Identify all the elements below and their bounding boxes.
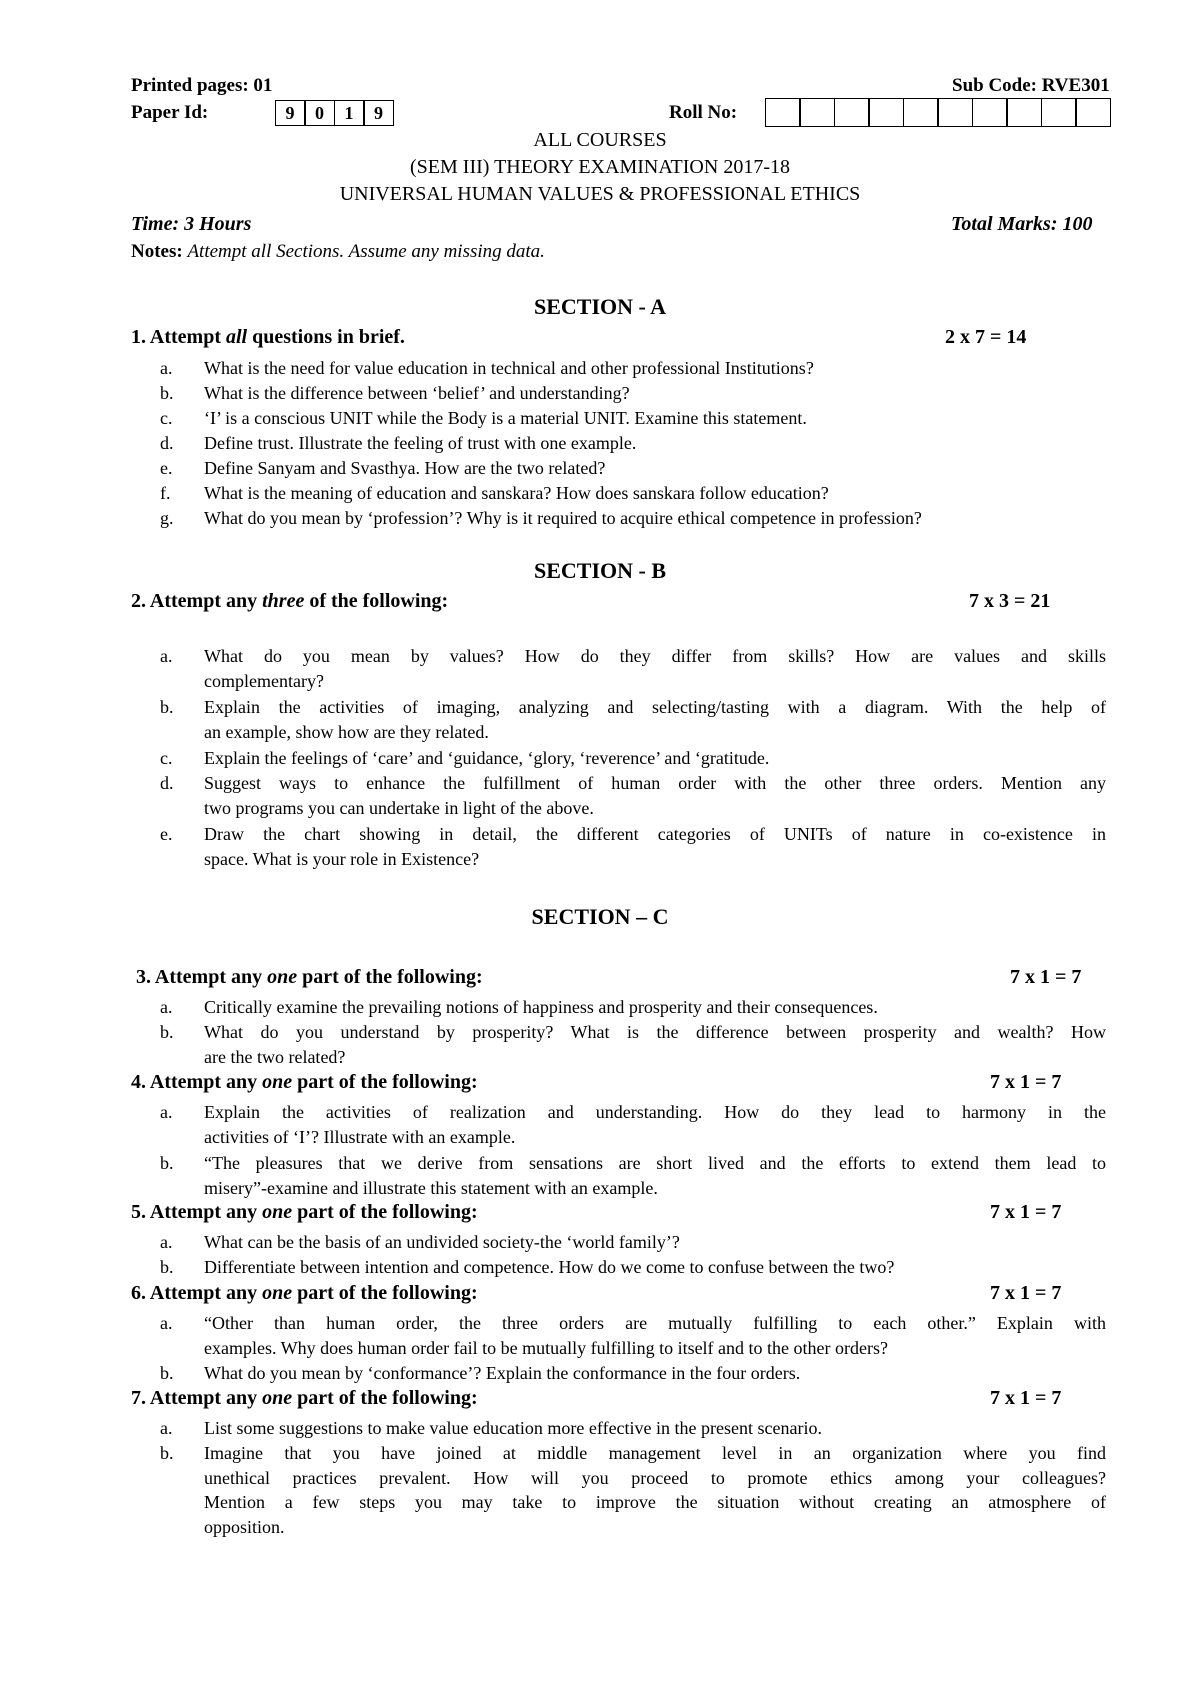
- roll-no-box[interactable]: [937, 98, 973, 127]
- roll-no-box[interactable]: [1006, 98, 1042, 127]
- question-1-heading: 1. Attempt all questions in brief.: [131, 326, 405, 348]
- question-3-heading: 3. Attempt any one part of the following:: [136, 966, 483, 988]
- question-4-marks: 7 x 1 = 7: [990, 1071, 1062, 1093]
- total-marks: Total Marks: 100: [951, 213, 1093, 235]
- question-7-heading: 7. Attempt any one part of the following:: [131, 1387, 478, 1409]
- roll-no-box[interactable]: [868, 98, 904, 127]
- question-1-marks: 2 x 7 = 14: [945, 326, 1027, 348]
- question-6-marks: 7 x 1 = 7: [990, 1282, 1062, 1304]
- paper-id-boxes: [276, 100, 394, 126]
- roll-no-box[interactable]: [1075, 98, 1111, 127]
- exam-title: (SEM III) THEORY EXAMINATION 2017-18: [410, 156, 790, 178]
- roll-no-label: Roll No:: [669, 102, 738, 123]
- question-3-marks: 7 x 1 = 7: [1010, 966, 1082, 988]
- question-5-marks: 7 x 1 = 7: [990, 1201, 1062, 1223]
- notes-label: Notes:: [131, 241, 183, 262]
- notes-text: Attempt all Sections. Assume any missing data.: [187, 241, 545, 262]
- roll-no-boxes[interactable]: [766, 98, 1111, 127]
- question-2-marks: 7 x 3 = 21: [969, 590, 1051, 612]
- paper-id-label: Paper Id:: [131, 102, 209, 123]
- section-c-title: SECTION – C: [531, 904, 669, 929]
- roll-no-box[interactable]: [1041, 98, 1077, 127]
- question-2-heading: 2. Attempt any three of the following:: [131, 590, 449, 612]
- exam-time: Time: 3 Hours: [131, 213, 252, 235]
- sub-code: Sub Code: RVE301: [952, 75, 1110, 96]
- question-4-heading: 4. Attempt any one part of the following:: [131, 1071, 478, 1093]
- course-title: ALL COURSES: [533, 129, 667, 151]
- section-b-title: SECTION - B: [533, 558, 667, 583]
- paper-id-digit: 9: [275, 100, 306, 126]
- question-7-marks: 7 x 1 = 7: [990, 1387, 1062, 1409]
- roll-no-box[interactable]: [972, 98, 1008, 127]
- question-5-heading: 5. Attempt any one part of the following:: [131, 1201, 478, 1223]
- roll-no-box[interactable]: [834, 98, 870, 127]
- printed-pages: Printed pages: 01: [131, 75, 273, 96]
- exam-paper-page: Printed pages: 01 Sub Code: RVE301 Paper Id: 9 0 1 9 Roll No: ALL COURSES (SEM III) THEORY EXAMINATION 2017-18 UNIVERSAL HUMAN VALUES & PROFESSIONAL ETHICS Time: 3 Hours Total Marks: 100 Notes: Attempt all Sections. Assume any missing data. SECTION - A 1. Attempt all questions in brief. 2 x 7 = 14 a. What is the need for value education in technical and other professional Institutions? b. What is the difference between ‘belief’ and understanding? c. ‘I’ is a conscious UNIT while the Body is a material UNIT. Examine this statement. d. Define trust. Illustrate the feeling of trust with one example. e. Define Sanyam and Svasthya. How are the two related? f. What is the meaning of education and sanskara? How does sanskara follow education? g. What do you mean by ‘profession’? Why is it required to acquire ethical competence in profession? SECTION - B 2. Attempt any three of the following: 7 x 3 = 21 a. What do you mean by values? How do they differ from skills? How are values and skills complementary? b. Explain the activities of imaging, analyzing and selecting/tasting with a diagram. With the help of an example, show how are they related. c. Explain the feelings of ‘care’ and ‘guidance, ‘glory, ‘reverence’ and ‘gratitude. d. Suggest ways to enhance the fulfillment of human order with the other three orders. Mention any two programs you can undertake in light of the above. e. Draw the chart showing in detail, the different categories of UNITs of nature in co-existence in space. What is your role in Existence? SECTION – C 3. Attempt any one part of the following: 7 x 1 = 7 a. Critically examine the prevailing notions of happiness and prosperity and their consequences. b. What do you understand by prosperity? What is the difference between prosperity and wealth? How are the two related? 4. Attempt any one part of the following: 7 x 1 = 7 a. Explain the activities of realization and understanding. How do they lead to harmony in the activities of ‘I’? Illustrate with an example. b. “The pleasures that we derive from sensations are short lived and the efforts to extend them lead to misery”-examine and illustrate this statement with an example. 5. Attempt any one part of the following: 7 x 1 = 7 a. What can be the basis of an undivided society-the ‘world family’? b. Differentiate between intention and competence. How do we come to confuse between the two? 6. Attempt any one part of the following: 7 x 1 = 7 a. “Other than human order, the three orders are mutually fulfilling to each other.” Explain with examples. Why does human order fail to be mutually fulfilling to itself and to the other orders? b. What do you mean by ‘conformance’? Explain the conformance in the four orders. 7. Attempt any one part of the following: 7 x 1 = 7 a. List some suggestions to make value education more effective in the present scenario. b. Imagine that you have joined at middle management level in an organization where you find unethical practices prevalent. How will you proceed to promote ethics among your colleagues? Mention a few steps you may take to improve the situation without creating an atmosphere of opposition.: [0, 0, 1200, 1696]
- paper-id-digit: 1: [334, 100, 365, 126]
- notes: [131, 241, 545, 263]
- paper-id-digit: 9: [363, 100, 394, 126]
- paper-id-digit: 0: [304, 100, 335, 126]
- roll-no-box[interactable]: [799, 98, 835, 127]
- section-a-title: SECTION - A: [533, 294, 667, 319]
- subject-title: UNIVERSAL HUMAN VALUES & PROFESSIONAL ETHICS: [339, 183, 861, 205]
- roll-no-box[interactable]: [903, 98, 939, 127]
- question-6-heading: 6. Attempt any one part of the following:: [131, 1282, 478, 1304]
- roll-no-box[interactable]: [765, 98, 801, 127]
